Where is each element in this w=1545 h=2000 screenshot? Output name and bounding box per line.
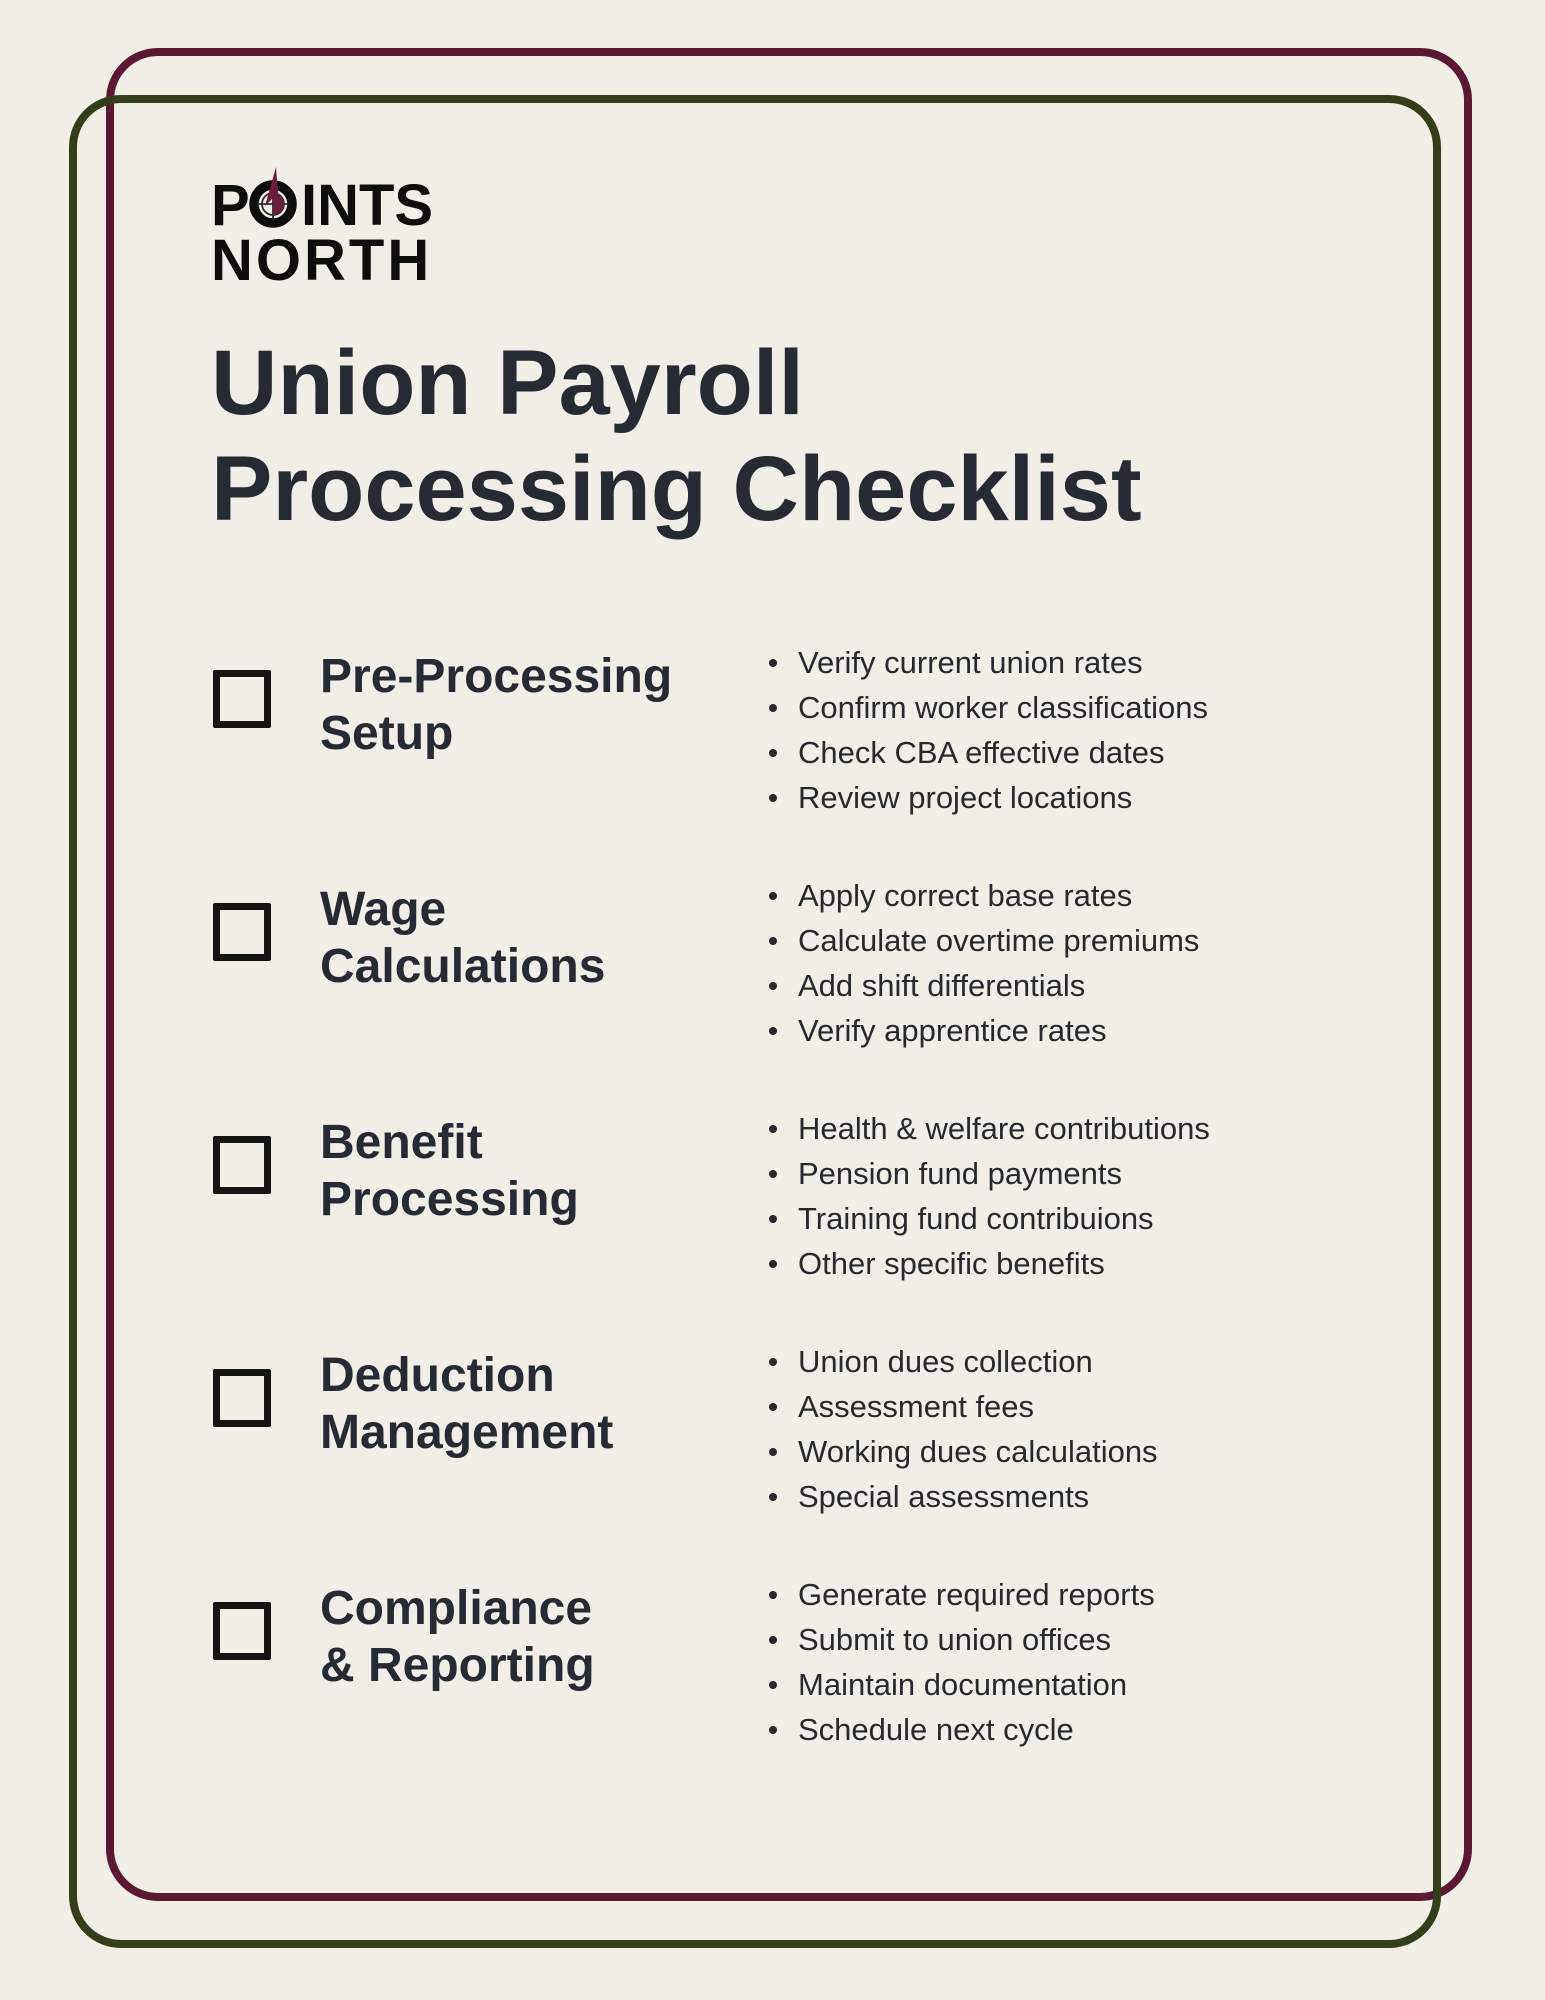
section-pre-processing-setup [213, 640, 1463, 860]
section-heading-line1: Benefit [320, 1116, 483, 1169]
section-compliance-reporting [213, 1572, 1463, 1792]
bullet-item: Check CBA effective dates [761, 730, 1461, 775]
bullet-item: Generate required reports [761, 1572, 1461, 1617]
page-title [211, 330, 1142, 542]
checkbox-wage-calculations[interactable] [213, 903, 271, 961]
section-wage-calculations [213, 873, 1463, 1093]
checkbox-compliance-reporting[interactable] [213, 1602, 271, 1660]
section-heading-line2: Calculations [320, 940, 606, 993]
section-heading-line2: Management [320, 1406, 614, 1459]
bullet-item: Confirm worker classifications [761, 685, 1461, 730]
bullet-item: Maintain documentation [761, 1662, 1461, 1707]
section-heading-line1: Wage [320, 883, 447, 936]
bullet-list [761, 1572, 1461, 1752]
compass-icon [254, 167, 292, 223]
checkbox-pre-processing-setup[interactable] [213, 670, 271, 728]
bullet-item: Schedule next cycle [761, 1707, 1461, 1752]
section-heading-line2: Setup [320, 707, 454, 760]
bullet-item: Health & welfare contributions [761, 1106, 1461, 1151]
checkbox-benefit-processing[interactable] [213, 1136, 271, 1194]
logo-word2: NORTH [211, 228, 433, 293]
section-benefit-processing [213, 1106, 1463, 1326]
section-deduction-management [213, 1339, 1463, 1559]
checkbox-deduction-management[interactable] [213, 1369, 271, 1427]
logo-word1-end: INTS [301, 173, 434, 238]
bullet-item: Union dues collection [761, 1339, 1461, 1384]
section-heading [320, 648, 760, 762]
bullet-item: Submit to union offices [761, 1617, 1461, 1662]
bullet-list [761, 640, 1461, 820]
section-heading-line2: & Reporting [320, 1639, 595, 1692]
section-heading [320, 1580, 760, 1694]
section-heading-line1: Compliance [320, 1582, 593, 1635]
section-heading [320, 1114, 760, 1228]
bullet-list [761, 1106, 1461, 1286]
bullet-item: Other specific benefits [761, 1241, 1461, 1286]
points-north-logo [211, 153, 511, 313]
bullet-item: Add shift differentials [761, 963, 1461, 1008]
bullet-item: Verify apprentice rates [761, 1008, 1461, 1053]
bullet-item: Special assessments [761, 1474, 1461, 1519]
bullet-item: Review project locations [761, 775, 1461, 820]
section-heading [320, 881, 760, 995]
page-title-line1: Union Payroll [211, 332, 804, 434]
section-heading [320, 1347, 760, 1461]
logo-word1-start: P [211, 173, 250, 238]
page-title-line2: Processing Checklist [211, 438, 1142, 540]
bullet-item: Pension fund payments [761, 1151, 1461, 1196]
bullet-item: Calculate overtime premiums [761, 918, 1461, 963]
bullet-item: Training fund contribuions [761, 1196, 1461, 1241]
bullet-item: Assessment fees [761, 1384, 1461, 1429]
section-heading-line1: Deduction [320, 1349, 555, 1402]
section-heading-line1: Pre-Processing [320, 650, 673, 703]
section-heading-line2: Processing [320, 1173, 579, 1226]
bullet-list [761, 873, 1461, 1053]
bullet-item: Verify current union rates [761, 640, 1461, 685]
bullet-list [761, 1339, 1461, 1519]
bullet-item: Working dues calculations [761, 1429, 1461, 1474]
bullet-item: Apply correct base rates [761, 873, 1461, 918]
